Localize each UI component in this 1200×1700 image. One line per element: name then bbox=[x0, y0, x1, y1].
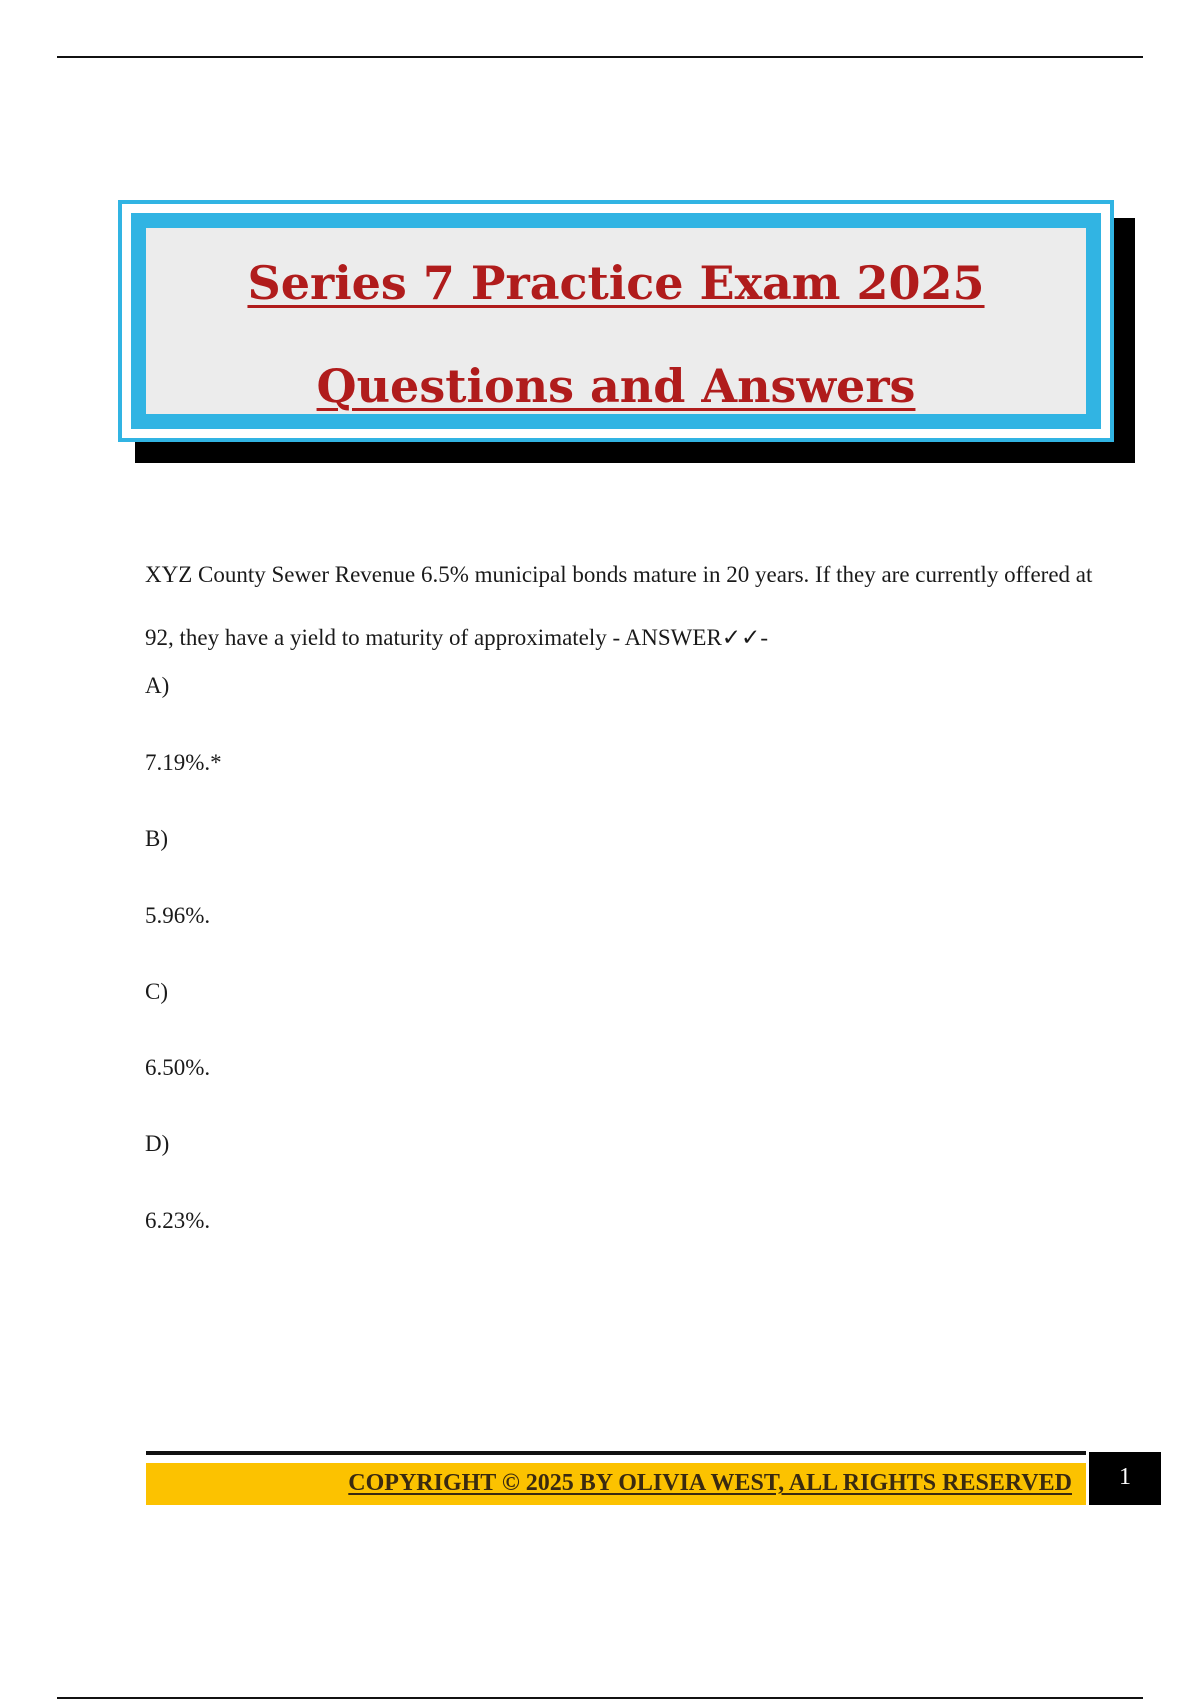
footer-divider bbox=[146, 1451, 1086, 1455]
title-banner bbox=[118, 200, 1114, 442]
option-label-d: D) bbox=[145, 1131, 170, 1156]
document-title: Series 7 Practice Exam 2025 bbox=[247, 256, 985, 310]
option-value-b: 5.96%. bbox=[145, 903, 211, 928]
option-value-d: 6.23%. bbox=[145, 1208, 211, 1233]
option-value-a: 7.19%.* bbox=[145, 750, 222, 775]
page-number: 1 bbox=[1089, 1452, 1161, 1505]
option-label-b: B) bbox=[145, 826, 168, 851]
bottom-divider bbox=[57, 1697, 1143, 1699]
footer-bar bbox=[146, 1463, 1086, 1505]
option-label-a: A) bbox=[145, 673, 170, 698]
option-label-c: C) bbox=[145, 979, 168, 1004]
option-value-c: 6.50%. bbox=[145, 1055, 211, 1080]
top-divider bbox=[57, 56, 1143, 58]
document-subtitle: Questions and Answers bbox=[316, 359, 916, 413]
question-text: XYZ County Sewer Revenue 6.5% municipal bonds mature in 20 years. If they are currently offered at 92, they have a yield to maturity of approximately - ANSWER✓✓- bbox=[145, 562, 1093, 650]
copyright-notice: COPYRIGHT © 2025 BY OLIVIA WEST, ALL RIGHTS RESERVED bbox=[348, 1470, 1072, 1496]
